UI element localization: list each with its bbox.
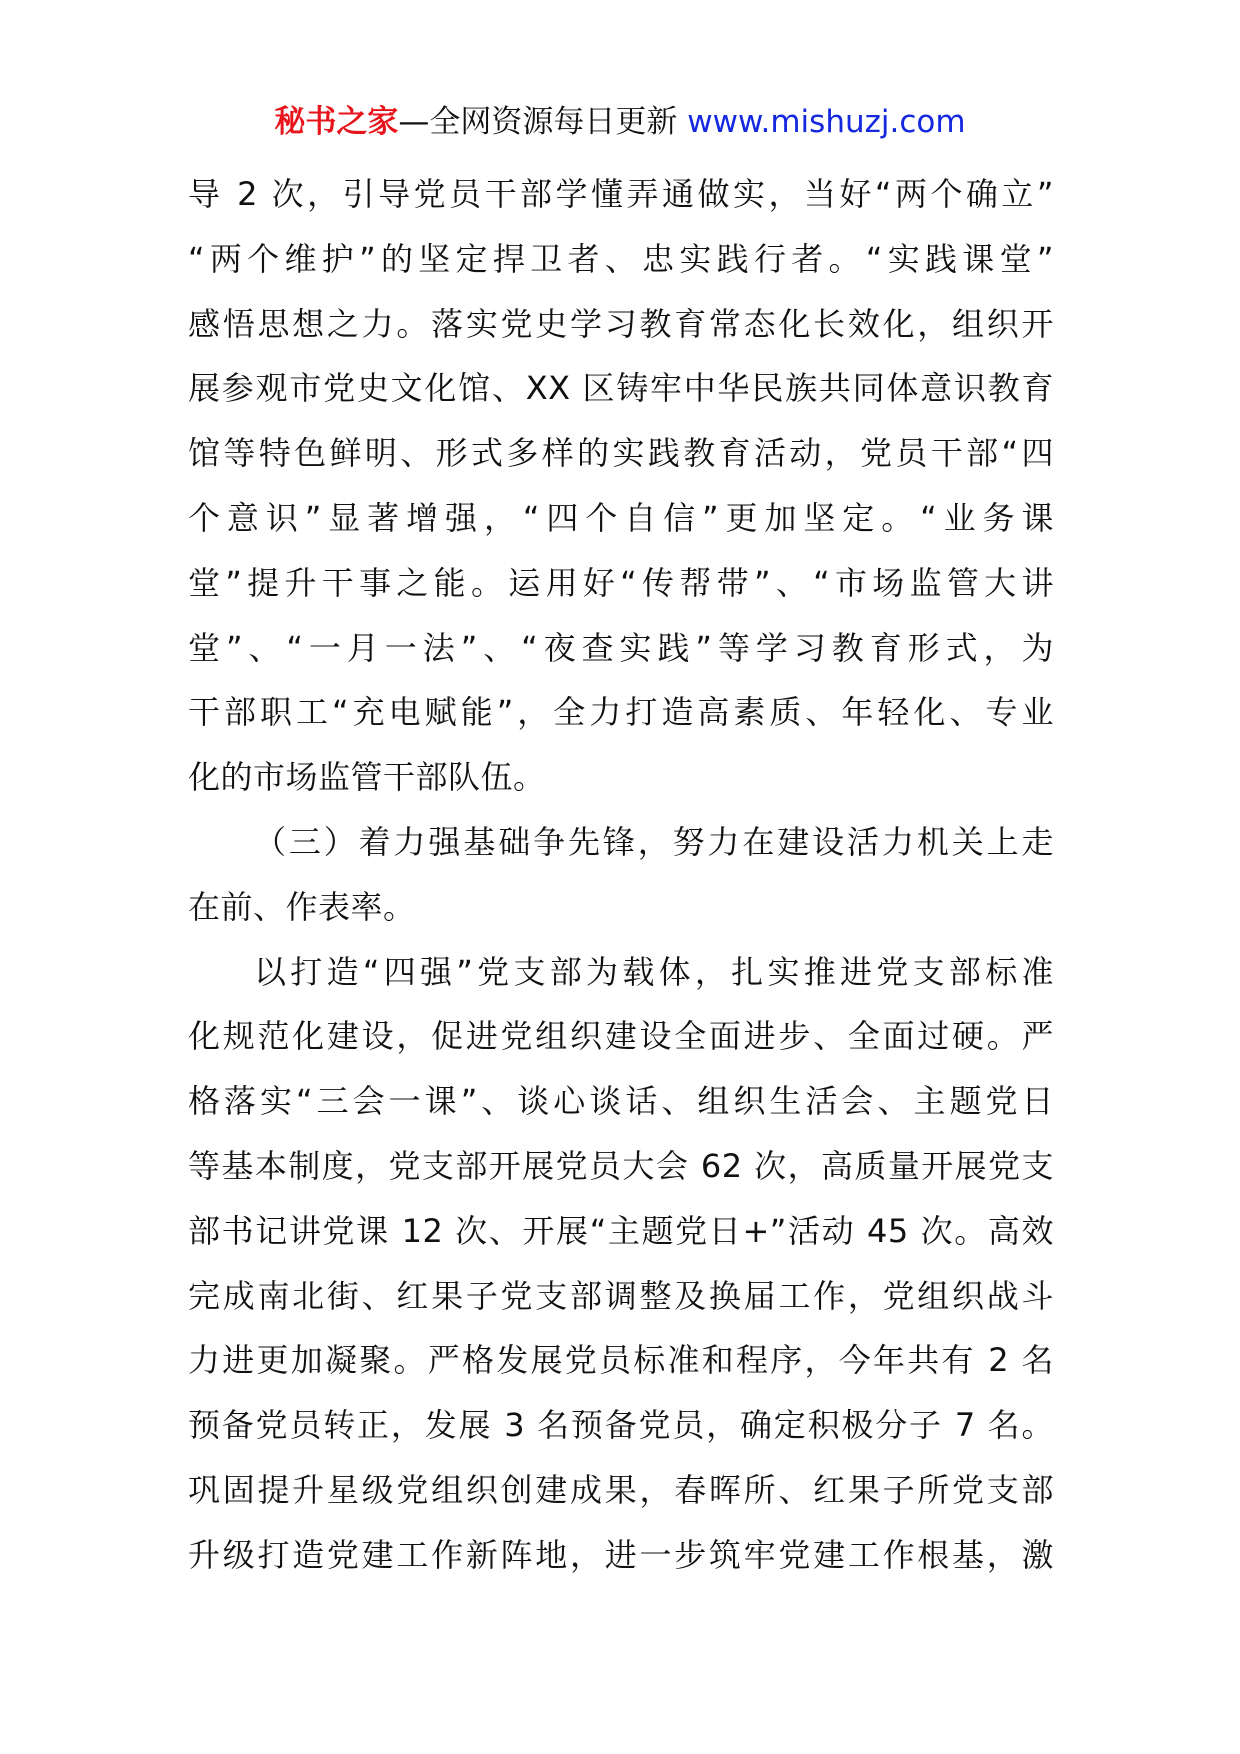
text-line: 力进更加凝聚。严格发展党员标准和程序，今年共有 2 名 — [188, 1341, 1054, 1380]
text-line: 展参观市党史文化馆、XX 区铸牢中华民族共同体意识教育 — [188, 369, 1054, 408]
text-line: 等基本制度，党支部开展党员大会 62 次，高质量开展党支 — [188, 1146, 1054, 1185]
text-line: 干部职工“充电赋能”，全力打造高素质、年轻化、专业 — [188, 693, 1054, 732]
text-line: 以打造“四强”党支部为载体，扎实推进党支部标准 — [254, 952, 1054, 991]
text-line: 巩固提升星级党组织创建成果，春晖所、红果子所党支部 — [188, 1470, 1054, 1509]
section-heading-line: （三）着力强基础争先锋，努力在建设活力机关上走 — [254, 822, 1054, 861]
text-line: 完成南北街、红果子党支部调整及换届工作，党组织战斗 — [188, 1276, 1054, 1315]
section-heading-line: 在前、作表率。 — [188, 887, 416, 926]
site-brand: 秘书之家 — [274, 104, 399, 140]
text-line: 导 2 次，引导党员干部学懂弄通做实，当好“两个确立” — [188, 175, 1054, 213]
text-line: 个意识”显著增强，“四个自信”更加坚定。“业务课 — [188, 498, 1054, 537]
text-line: 化规范化建设，促进党组织建设全面进步、全面过硬。严 — [188, 1017, 1054, 1056]
text-line: 堂”、“一月一法”、“夜查实践”等学习教育形式，为 — [188, 628, 1054, 667]
site-tagline: —全网资源每日更新 — [398, 104, 678, 140]
text-line: “两个维护”的坚定捍卫者、忠实践行者。“实践课堂” — [188, 239, 1054, 278]
text-line: 化的市场监管干部队伍。 — [188, 758, 546, 797]
text-line: 格落实“三会一课”、谈心谈话、组织生活会、主题党日 — [188, 1082, 1054, 1121]
watermark-header — [0, 100, 1240, 144]
text-line: 感悟思想之力。落实党史学习教育常态化长效化，组织开 — [188, 304, 1054, 343]
site-url: www.mishuzj.com — [687, 104, 966, 140]
text-line: 部书记讲党课 12 次、开展“主题党日+”活动 45 次。高效 — [188, 1211, 1054, 1250]
text-line: 预备党员转正，发展 3 名预备党员，确定积极分子 7 名。 — [188, 1406, 1054, 1445]
text-line: 升级打造党建工作新阵地，进一步筑牢党建工作根基，激 — [188, 1535, 1054, 1574]
document-body — [188, 162, 1054, 1588]
text-line: 馆等特色鲜明、形式多样的实践教育活动，党员干部“四 — [188, 434, 1054, 473]
text-line: 堂”提升干事之能。运用好“传帮带”、“市场监管大讲 — [188, 563, 1054, 602]
